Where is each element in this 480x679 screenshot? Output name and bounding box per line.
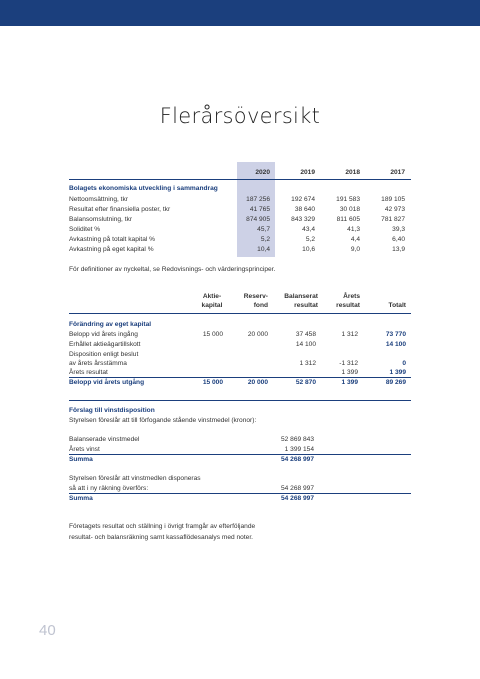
cell-value: 191 583 bbox=[336, 196, 360, 203]
row-label: Balanserade vinstmedel bbox=[69, 436, 140, 443]
cell-value: -1 312 bbox=[339, 360, 358, 367]
cell-value: 192 674 bbox=[291, 196, 315, 203]
cell-total: 14 100 bbox=[385, 341, 406, 348]
cell-total: 89 269 bbox=[385, 379, 406, 386]
row-label: Belopp vid årets ingång bbox=[69, 331, 138, 338]
section-divider bbox=[69, 400, 411, 401]
col-header: resultat bbox=[336, 302, 360, 309]
year-header: 2017 bbox=[390, 169, 405, 176]
cell-value: 30 018 bbox=[339, 206, 360, 213]
cell-value: 189 105 bbox=[381, 196, 405, 203]
cell-value: 187 256 bbox=[246, 196, 270, 203]
cell-value: 14 100 bbox=[295, 341, 316, 348]
top-color-bar bbox=[0, 0, 480, 26]
dispose-text: Styrelsen föreslår att vinstmedlen disponeras bbox=[69, 475, 201, 482]
row-label: Belopp vid årets utgång bbox=[69, 379, 145, 386]
row-label: Erhållet aktieägartillskott bbox=[69, 341, 141, 348]
cell-total: 20 000 bbox=[247, 379, 268, 386]
cell-value: 1 399 bbox=[341, 369, 358, 376]
year-header: 2018 bbox=[345, 169, 360, 176]
cell-value: 41,3 bbox=[347, 226, 360, 233]
col-header: Balanserat bbox=[284, 293, 318, 300]
cell-value: 811 605 bbox=[336, 216, 360, 223]
cell-value: 6,40 bbox=[392, 236, 405, 243]
cell-value: 10,6 bbox=[302, 246, 315, 253]
col-header: kapital bbox=[201, 302, 223, 309]
cell-value: 1 312 bbox=[299, 360, 316, 367]
closing-text: Företagets resultat och ställning i övrigt framgår av efterföljande bbox=[69, 523, 256, 530]
cell-total: 52 870 bbox=[295, 379, 316, 386]
row-label: Avkastning på totalt kapital % bbox=[69, 236, 156, 243]
cell-total: 54 268 997 bbox=[280, 456, 314, 463]
page-title: Flerårsöversikt bbox=[159, 104, 321, 128]
row-label: Summa bbox=[69, 495, 93, 502]
row-label: Soliditet % bbox=[69, 226, 101, 233]
proposal-section-title: Förslag till vinstdisposition bbox=[69, 407, 155, 414]
row-label: av årets årsstämma bbox=[69, 360, 127, 367]
proposal-intro: Styrelsen föreslår att till förfogande stående vinstmedel (kronor): bbox=[69, 417, 257, 424]
cell-total: 73 770 bbox=[385, 331, 406, 338]
col-header: Reserv- bbox=[243, 293, 268, 300]
cell-value: 54 268 997 bbox=[280, 485, 314, 492]
cell-value: 10,4 bbox=[257, 246, 270, 253]
cell-value: 781 827 bbox=[381, 216, 405, 223]
cell-value: 52 869 843 bbox=[280, 436, 314, 443]
cell-value: 43,4 bbox=[302, 226, 315, 233]
row-label: Disposition enligt beslut bbox=[69, 351, 139, 358]
cell-value: 20 000 bbox=[247, 331, 268, 338]
overview-footnote: För definitioner av nyckeltal, se Redovisnings- och värderingsprinciper. bbox=[69, 266, 276, 273]
sum-divider bbox=[69, 454, 411, 455]
cell-value: 37 458 bbox=[295, 331, 316, 338]
cell-value: 9,0 bbox=[350, 246, 360, 253]
dispose-text: så att i ny räkning överförs: bbox=[69, 485, 149, 492]
col-header: Årets bbox=[343, 293, 360, 300]
cell-value: 874 905 bbox=[246, 216, 270, 223]
row-label: Resultat efter finansiella poster, tkr bbox=[69, 206, 171, 213]
cell-total: 1 399 bbox=[341, 379, 358, 386]
row-label: Årets vinst bbox=[69, 446, 100, 453]
col-header: Aktie- bbox=[202, 293, 222, 300]
row-label: Årets resultat bbox=[69, 369, 108, 376]
year-header: 2019 bbox=[300, 169, 315, 176]
overview-section-title: Bolagets ekonomiska utveckling i sammandrag bbox=[69, 185, 218, 192]
equity-section-title: Förändring av eget kapital bbox=[69, 321, 152, 328]
row-label: Nettoomsättning, tkr bbox=[69, 196, 129, 203]
row-label: Avkastning på eget kapital % bbox=[69, 246, 154, 253]
cell-value: 13,9 bbox=[392, 246, 405, 253]
cell-value: 15 000 bbox=[202, 331, 223, 338]
cell-total: 0 bbox=[402, 360, 406, 367]
year-header: 2020 bbox=[255, 169, 270, 176]
cell-value: 45,7 bbox=[257, 226, 270, 233]
col-header: resultat bbox=[294, 302, 318, 309]
cell-value: 39,3 bbox=[392, 226, 405, 233]
row-label: Summa bbox=[69, 456, 93, 463]
cell-total: 1 399 bbox=[389, 369, 406, 376]
col-header: fond bbox=[253, 302, 268, 309]
cell-value: 41 765 bbox=[249, 206, 270, 213]
header-divider bbox=[69, 313, 411, 314]
cell-value: 1 399 154 bbox=[284, 446, 314, 453]
cell-value: 5,2 bbox=[305, 236, 315, 243]
closing-text: resultat- och balansräkning samt kassaflödesanalys med noter. bbox=[69, 534, 253, 541]
cell-value: 1 312 bbox=[341, 331, 358, 338]
sum-divider bbox=[69, 493, 411, 494]
col-header: Totalt bbox=[388, 302, 406, 309]
cell-value: 4,4 bbox=[350, 236, 360, 243]
row-label: Balansomslutning, tkr bbox=[69, 216, 133, 223]
cell-value: 38 640 bbox=[294, 206, 315, 213]
cell-total: 54 268 997 bbox=[280, 495, 314, 502]
cell-value: 843 329 bbox=[291, 216, 315, 223]
cell-total: 15 000 bbox=[202, 379, 223, 386]
cell-value: 42 973 bbox=[384, 206, 405, 213]
header-divider bbox=[69, 179, 411, 180]
page-number: 40 bbox=[39, 622, 56, 639]
cell-value: 5,2 bbox=[260, 236, 270, 243]
